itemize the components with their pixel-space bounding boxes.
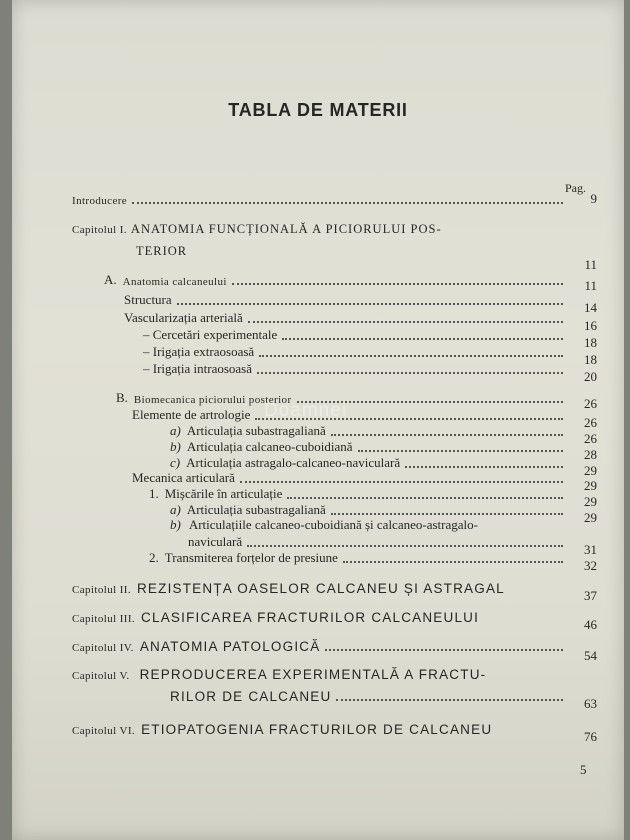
toc-page-number: 11 — [584, 257, 597, 272]
chapter-label: Capitolul IV. — [72, 642, 134, 654]
dot-leader — [177, 302, 563, 305]
toc-entry-anatomia-calcaneului[interactable] — [104, 270, 597, 293]
chapter-label: Capitolul III. — [72, 613, 136, 625]
book-page — [12, 0, 624, 840]
toc-entry-title: Articulația subastragaliană — [186, 502, 326, 517]
item-label: a) — [170, 502, 181, 517]
toc-page-number: 11 — [584, 278, 597, 293]
chapter-label: Capitolul II. — [72, 584, 131, 596]
toc-entry-irigatia-extraosoasa[interactable] — [143, 342, 597, 367]
toc-entry-title: Articulația astragalo-calcaneo-naviculară — [186, 455, 401, 470]
section-label: A. — [104, 272, 117, 287]
toc-page-number: 31 — [584, 542, 597, 557]
chapter-label: Capitolul VI. — [72, 725, 136, 737]
toc-page-number: 28 — [584, 447, 597, 462]
toc-entry-cercetari[interactable] — [143, 325, 597, 350]
toc-entry-vascularizatia[interactable] — [124, 308, 597, 333]
toc-entry-capitolul-6[interactable] — [72, 719, 597, 744]
toc-page-number: 9 — [590, 191, 597, 206]
toc-page-number: 26 — [584, 396, 597, 411]
toc-page-number: 18 — [584, 335, 597, 350]
toc-page-number: 37 — [584, 588, 597, 603]
toc-entry-capitolul-2[interactable] — [72, 578, 597, 603]
toc-page-number: 29 — [584, 510, 597, 525]
dot-leader — [331, 433, 563, 436]
chapter-title: ANATOMIA FUNCȚIONALĂ A PICIORULUI POS- — [130, 222, 442, 236]
dot-leader — [336, 698, 563, 701]
toc-page-number: 29 — [584, 494, 597, 509]
toc-entry-title: Vascularizația arterială — [124, 310, 243, 325]
toc-entry-capitolul-4[interactable] — [72, 636, 597, 663]
toc-entry-capitolul-1[interactable] — [72, 220, 442, 238]
toc-entry-title: Anatomia calcaneului — [122, 276, 227, 288]
toc-page-number: 26 — [584, 415, 597, 430]
toc-entry-structura[interactable] — [124, 290, 597, 315]
dot-leader — [358, 449, 563, 452]
toc-entry-transmiterea-fortelor[interactable] — [149, 548, 597, 573]
toc-page-number: 54 — [584, 648, 597, 663]
chapter-label: Capitolul I. — [72, 224, 127, 236]
toc-page-number: 63 — [584, 696, 597, 711]
chapter-title: ANATOMIA PATOLOGICĂ — [139, 639, 321, 654]
section-label: B. — [116, 390, 128, 405]
chapter-title-continuation: RILOR DE CALCANEU — [170, 689, 332, 704]
dot-leader — [325, 648, 563, 651]
toc-entry-capitolul-3[interactable] — [72, 607, 597, 632]
toc-entry-capitolul-5[interactable] — [72, 666, 486, 684]
toc-entry-title: – Irigația extraosoasă — [143, 344, 255, 359]
chapter-label: Capitolul V. — [72, 670, 130, 682]
toc-entry-title: Structura — [124, 292, 172, 307]
item-label: 1. — [149, 486, 159, 501]
dot-leader — [282, 337, 563, 340]
chapter-title: CLASIFICAREA FRACTURILOR CALCANEULUI — [141, 610, 480, 625]
toc-entry-title: Mișcările în articulație — [164, 486, 283, 501]
toc-entry-title: Articulațiile calcaneo-cuboidiană și calcaneo-astragalo- — [188, 517, 478, 532]
toc-page-number: 46 — [584, 617, 597, 632]
page-column-label: Pag. — [565, 181, 586, 195]
toc-page-number: 26 — [584, 431, 597, 446]
item-label: b) — [170, 439, 181, 454]
dot-leader — [132, 201, 563, 204]
item-label: b) — [170, 517, 181, 532]
dot-leader — [259, 354, 563, 357]
toc-entry-title: Biomecanica piciorului posterior — [133, 394, 292, 406]
dot-leader — [248, 320, 563, 323]
toc-entry-title-continuation: naviculară — [188, 534, 243, 549]
toc-entry-capitolul-1-cont — [136, 241, 597, 272]
dot-leader — [240, 480, 563, 483]
page-number: 5 — [580, 762, 587, 777]
dot-leader — [247, 544, 563, 547]
dot-leader — [257, 371, 563, 374]
item-label: a) — [170, 423, 181, 438]
toc-entry-title: Transmiterea forțelor de presiune — [164, 550, 338, 565]
watermark: Doamnei — [264, 400, 348, 421]
toc-page-number: 29 — [584, 463, 597, 478]
toc-page-number: 16 — [584, 318, 597, 333]
dot-leader — [287, 496, 563, 499]
toc-entry-title: Mecanica articulară — [132, 470, 235, 485]
toc-entry-title: Elemente de artrologie — [132, 407, 251, 422]
toc-page-number: 20 — [584, 369, 597, 384]
chapter-title: ETIOPATOGENIA FRACTURILOR DE CALCANEU — [141, 722, 493, 737]
chapter-title: REZISTENȚA OASELOR CALCANEU ȘI ASTRAGAL — [136, 581, 505, 596]
dot-leader — [331, 512, 563, 515]
toc-page-number: 32 — [584, 558, 597, 573]
toc-entry-title: – Cercetări experimentale — [143, 327, 278, 342]
dot-leader — [343, 560, 563, 563]
item-label: c) — [170, 455, 181, 470]
toc-entry-title: – Irigația intraosoasă — [143, 361, 253, 376]
page-title: TABLA DE MATERII — [228, 100, 408, 120]
toc-entry-introducere[interactable] — [72, 189, 597, 207]
toc-entry-title: Introducere — [72, 195, 128, 207]
toc-page-number: 76 — [584, 729, 597, 744]
toc-entry-irigatia-intraosoasa[interactable] — [143, 359, 597, 384]
toc-page-number: 18 — [584, 352, 597, 367]
toc-entry-capitolul-5-cont — [170, 686, 597, 711]
toc-page-number: 14 — [584, 300, 597, 315]
toc-entry-title: Articulația calcaneo-cuboidiană — [186, 439, 353, 454]
chapter-title: REPRODUCEREA EXPERIMENTALĂ A FRACTU- — [139, 667, 487, 682]
toc-entry-title: Articulația subastragaliană — [186, 423, 326, 438]
chapter-title-continuation: TERIOR — [136, 244, 188, 258]
dot-leader — [232, 282, 563, 285]
item-label: 2. — [149, 550, 159, 565]
toc-page-number: 29 — [584, 478, 597, 493]
